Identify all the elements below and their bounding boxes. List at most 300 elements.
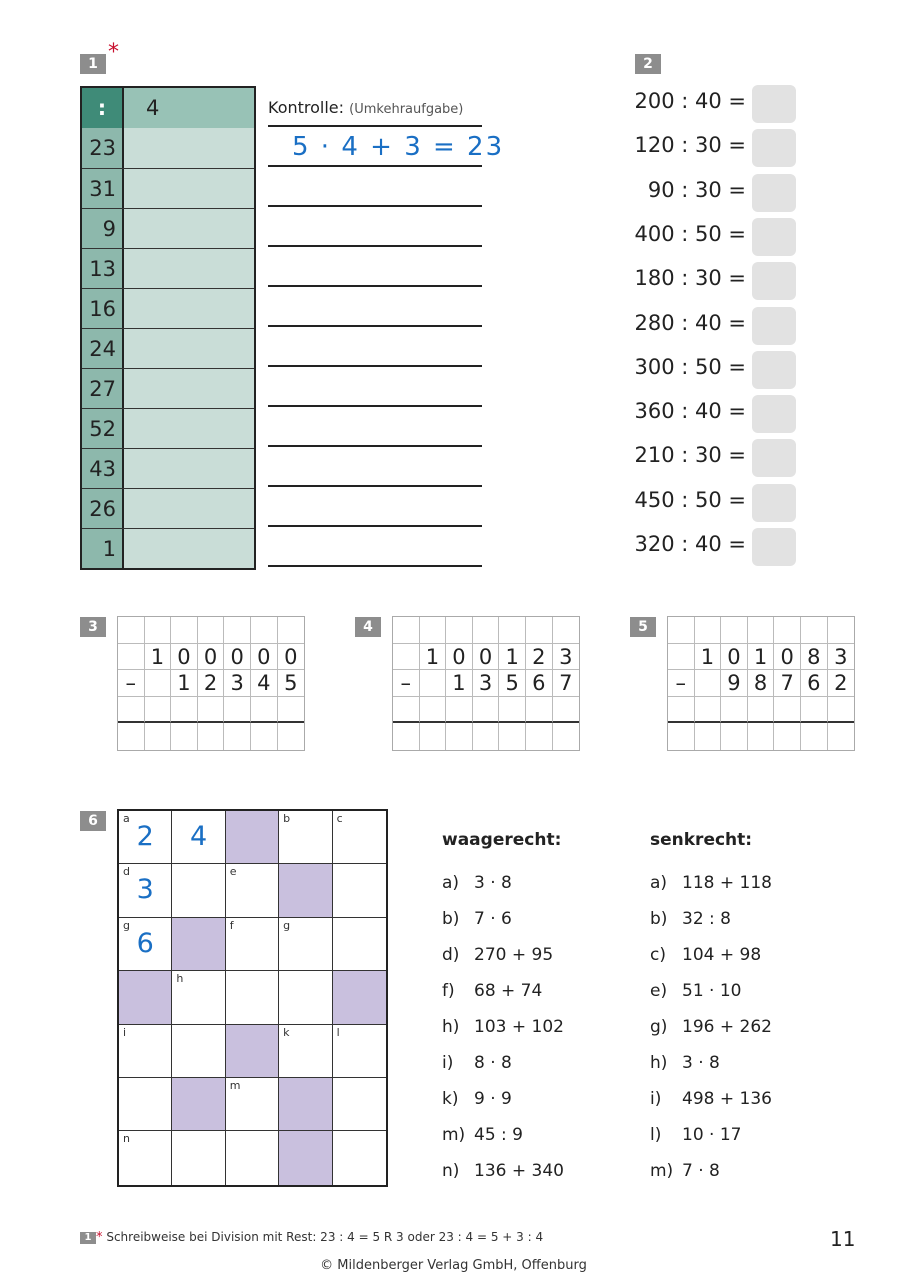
division-exercise — [620, 262, 820, 300]
grid-cell[interactable] — [251, 697, 278, 724]
waagerecht-clue — [442, 1053, 512, 1073]
clue-key: h) — [650, 1053, 668, 1073]
clue-key: c) — [650, 945, 666, 965]
grid-cell[interactable] — [224, 617, 251, 644]
grid-cell[interactable] — [473, 617, 500, 644]
clue-label: d — [123, 865, 130, 879]
answer-box[interactable] — [752, 395, 796, 433]
division-table-header — [82, 88, 254, 128]
dividend: 27 — [82, 369, 124, 408]
answer-field[interactable] — [124, 449, 254, 488]
example-check-equation: 5 · 4 + 3 = 23 — [292, 132, 505, 162]
division-exercise — [620, 85, 820, 123]
division-row — [82, 528, 254, 568]
exercise-expression: 360 : 40 = — [634, 399, 746, 424]
senkrecht-clue — [650, 1161, 720, 1181]
clue-label: g — [283, 918, 291, 932]
division-exercise — [620, 395, 820, 433]
subtrahend-digit: 5 — [499, 670, 526, 697]
division-exercise — [620, 174, 820, 212]
answer-line[interactable] — [268, 285, 482, 287]
subtrahend-digit: 3 — [473, 670, 500, 697]
exercise-expression: 120 : 30 = — [634, 133, 746, 158]
grid-cell[interactable] — [828, 723, 855, 750]
clue-label: i — [123, 1025, 127, 1039]
clue-expression: 9 · 9 — [474, 1089, 512, 1109]
dividend: 52 — [82, 409, 124, 448]
senkrecht-heading: senkrecht: — [650, 830, 753, 850]
answer-line[interactable] — [268, 165, 482, 167]
crossword-cell[interactable] — [172, 1131, 225, 1184]
grid-cell[interactable] — [774, 617, 801, 644]
division-exercise — [620, 484, 820, 522]
answer-box[interactable] — [752, 351, 796, 389]
grid-cell[interactable] — [171, 723, 198, 750]
waagerecht-clue — [442, 945, 553, 965]
division-table — [80, 86, 256, 570]
answer-field[interactable] — [124, 329, 254, 368]
minuend-digit: 0 — [774, 644, 801, 671]
clue-key: l) — [650, 1125, 662, 1145]
crossword-blocked-cell — [333, 971, 386, 1024]
division-row — [82, 128, 254, 168]
subtrahend-digit — [145, 670, 172, 697]
grid-cell[interactable] — [224, 697, 251, 724]
clue-key: a) — [650, 873, 668, 893]
clue-label: k — [283, 1025, 290, 1039]
dividend: 31 — [82, 169, 124, 208]
grid-cell[interactable] — [171, 617, 198, 644]
crossword-cell[interactable] — [279, 918, 332, 971]
grid-cell[interactable] — [473, 697, 500, 724]
crossword-blocked-cell — [172, 918, 225, 971]
answer-box[interactable] — [752, 85, 796, 123]
crossword-cell[interactable] — [279, 1025, 332, 1078]
grid-cell[interactable] — [420, 697, 447, 724]
grid-cell[interactable] — [695, 697, 722, 724]
grid-cell[interactable] — [393, 697, 420, 724]
crossword-blocked-cell — [279, 864, 332, 917]
clue-expression: 270 + 95 — [474, 945, 554, 965]
grid-cell[interactable] — [721, 617, 748, 644]
clue-label: g — [123, 918, 130, 932]
clue-expression: 7 · 8 — [682, 1161, 720, 1181]
clue-expression: 7 · 6 — [474, 909, 512, 929]
exercise-expression: 300 : 50 = — [634, 354, 746, 379]
minuend-digit: 0 — [198, 644, 225, 671]
division-exercise — [620, 129, 820, 167]
clue-expression: 32 : 8 — [682, 909, 731, 929]
clue-expression: 10 · 17 — [682, 1125, 742, 1145]
grid-cell[interactable] — [526, 617, 553, 644]
grid-cell[interactable] — [251, 723, 278, 750]
subtrahend-digit: – — [393, 670, 420, 697]
answer-box[interactable] — [752, 439, 796, 477]
answer-line[interactable] — [268, 445, 482, 447]
exercise-expression: 450 : 50 = — [634, 487, 746, 512]
exercise-expression: 400 : 50 = — [634, 221, 746, 246]
clue-label: l — [336, 1025, 340, 1039]
division-row — [82, 208, 254, 248]
senkrecht-clue — [650, 909, 731, 929]
clue-key: b) — [442, 909, 460, 929]
grid-cell[interactable] — [171, 697, 198, 724]
dividend: 1 — [82, 529, 124, 568]
grid-cell[interactable] — [198, 723, 225, 750]
answer-field[interactable] — [124, 369, 254, 408]
crossword-cell[interactable] — [119, 864, 172, 917]
clue-key: e) — [650, 981, 668, 1001]
grid-cell[interactable] — [526, 723, 553, 750]
task-4-badge: 4 — [355, 617, 381, 637]
answer-line[interactable] — [268, 365, 482, 367]
subtrahend-digit: 2 — [198, 670, 225, 697]
clue-expression: 196 + 262 — [682, 1017, 772, 1037]
clue-label: n — [123, 1132, 130, 1146]
senkrecht-clue — [650, 981, 741, 1001]
footnote-star: * — [108, 40, 119, 65]
grid-cell[interactable] — [748, 723, 775, 750]
subtrahend-digit — [420, 670, 447, 697]
copyright: © Mildenberger Verlag GmbH, Offenburg — [320, 1258, 587, 1273]
grid-cell[interactable] — [499, 617, 526, 644]
clue-label: b — [283, 812, 291, 825]
grid-cell[interactable] — [118, 723, 145, 750]
crossword-cell[interactable] — [119, 1078, 172, 1131]
subtrahend-digit: 6 — [526, 670, 553, 697]
grid-cell[interactable] — [695, 723, 722, 750]
division-row — [82, 488, 254, 528]
subtraction-grid-5 — [667, 616, 855, 751]
dividend: 26 — [82, 489, 124, 528]
senkrecht-clue — [650, 1017, 772, 1037]
dividend: 24 — [82, 329, 124, 368]
division-exercise — [620, 439, 820, 477]
grid-cell[interactable] — [801, 697, 828, 724]
waagerecht-clue — [442, 1125, 523, 1145]
grid-cell[interactable] — [251, 617, 278, 644]
waagerecht-clue — [442, 1161, 564, 1181]
task-1-badge: 1 — [80, 54, 106, 74]
crossword-cell[interactable] — [226, 864, 279, 917]
footnote-badge: 1 — [80, 1232, 96, 1244]
subtrahend-digit: 1 — [171, 670, 198, 697]
grid-cell[interactable] — [224, 723, 251, 750]
crossword-blocked-cell — [226, 811, 279, 864]
grid-cell[interactable] — [393, 617, 420, 644]
grid-cell[interactable] — [420, 723, 447, 750]
answer-line[interactable] — [268, 485, 482, 487]
grid-cell[interactable] — [446, 617, 473, 644]
answer-line[interactable] — [268, 125, 482, 127]
grid-cell[interactable] — [828, 617, 855, 644]
answer-field[interactable] — [124, 529, 254, 568]
division-row — [82, 168, 254, 208]
clue-expression: 104 + 98 — [682, 945, 762, 965]
clue-key: n) — [442, 1161, 460, 1181]
grid-cell[interactable] — [748, 697, 775, 724]
answer-box[interactable] — [752, 174, 796, 212]
grid-cell[interactable] — [278, 697, 305, 724]
grid-cell[interactable] — [721, 723, 748, 750]
crossword-cell[interactable] — [333, 1131, 386, 1184]
grid-cell[interactable] — [145, 723, 172, 750]
footnote-text: Schreibweise bei Division mit Rest: 23 : 4 = 5 R 3 oder 23 : 4 = 5 + 3 : 4 — [106, 1230, 544, 1244]
grid-cell[interactable] — [553, 723, 580, 750]
crossword-blocked-cell — [279, 1131, 332, 1184]
grid-cell[interactable] — [748, 617, 775, 644]
crossword-cell[interactable] — [119, 1131, 172, 1184]
clue-key: i) — [650, 1089, 662, 1109]
grid-cell[interactable] — [721, 697, 748, 724]
exercise-expression: 90 : 30 = — [647, 177, 746, 202]
minuend-digit — [118, 644, 145, 671]
exercise-expression: 280 : 40 = — [634, 310, 746, 335]
subtrahend-digit: 8 — [748, 670, 775, 697]
crossword-cell[interactable] — [279, 971, 332, 1024]
clue-key: f) — [442, 981, 455, 1001]
crossword-cell[interactable] — [172, 864, 225, 917]
crossword-blocked-cell — [119, 971, 172, 1024]
minuend-digit: 3 — [553, 644, 580, 671]
answer-field[interactable] — [124, 249, 254, 288]
answer-field[interactable] — [124, 209, 254, 248]
subtrahend-digit: 2 — [828, 670, 855, 697]
clue-expression: 3 · 8 — [474, 873, 512, 893]
minuend-digit: 0 — [721, 644, 748, 671]
subtrahend-digit: – — [118, 670, 145, 697]
answer-field[interactable] — [124, 289, 254, 328]
answer-box[interactable] — [752, 129, 796, 167]
clue-label: h — [176, 972, 184, 986]
grid-cell[interactable] — [695, 617, 722, 644]
answer-field[interactable] — [124, 409, 254, 448]
task-5-badge: 5 — [630, 617, 656, 637]
subtraction-grid-3 — [117, 616, 305, 751]
kontrolle-subtitle: (Umkehraufgabe) — [349, 102, 464, 117]
crossword-cell[interactable] — [226, 971, 279, 1024]
waagerecht-clue — [442, 1089, 512, 1109]
division-row — [82, 248, 254, 288]
subtrahend-digit: 5 — [278, 670, 305, 697]
division-operator: : — [82, 88, 124, 128]
answer-line[interactable] — [268, 565, 482, 567]
division-row — [82, 288, 254, 328]
dividend: 13 — [82, 249, 124, 288]
subtrahend-digit: 7 — [553, 670, 580, 697]
grid-cell[interactable] — [278, 723, 305, 750]
grid-cell[interactable] — [393, 723, 420, 750]
grid-cell[interactable] — [118, 617, 145, 644]
crossword-cell[interactable] — [333, 1025, 386, 1078]
crossword-digit: 2 — [136, 821, 154, 852]
subtrahend-digit: – — [668, 670, 695, 697]
footnote-star-mark: * — [96, 1230, 103, 1245]
minuend-digit: 0 — [446, 644, 473, 671]
waagerecht-clue — [442, 1017, 564, 1037]
waagerecht-clue — [442, 873, 512, 893]
grid-cell[interactable] — [774, 723, 801, 750]
dividend: 23 — [82, 128, 124, 168]
minuend-digit: 0 — [251, 644, 278, 671]
crossword-digit: 6 — [136, 927, 154, 959]
senkrecht-clue — [650, 1125, 741, 1145]
crossword-cell[interactable] — [333, 918, 386, 971]
division-exercise — [620, 218, 820, 256]
crossword-cell[interactable] — [119, 1025, 172, 1078]
clue-label: m — [229, 1078, 241, 1092]
crossword-cell[interactable] — [226, 1131, 279, 1184]
crossword-cell[interactable] — [119, 918, 172, 971]
clue-expression: 103 + 102 — [474, 1017, 564, 1037]
grid-cell[interactable] — [446, 723, 473, 750]
grid-cell[interactable] — [828, 697, 855, 724]
clue-key: m) — [650, 1161, 674, 1181]
answer-box[interactable] — [752, 528, 796, 566]
senkrecht-clue — [650, 1053, 720, 1073]
crossword-cell[interactable] — [119, 811, 172, 864]
grid-cell[interactable] — [145, 617, 172, 644]
answer-line[interactable] — [268, 325, 482, 327]
crossword-blocked-cell — [226, 1025, 279, 1078]
answer-line[interactable] — [268, 205, 482, 207]
clue-key: d) — [442, 945, 460, 965]
dividend: 43 — [82, 449, 124, 488]
waagerecht-clue — [442, 909, 512, 929]
crossword-cell[interactable] — [172, 811, 225, 864]
grid-cell[interactable] — [553, 697, 580, 724]
clue-expression: 8 · 8 — [474, 1053, 512, 1073]
answer-line[interactable] — [268, 245, 482, 247]
crossword-cell[interactable] — [279, 811, 332, 864]
answer-field[interactable] — [124, 169, 254, 208]
minuend-digit: 0 — [278, 644, 305, 671]
crossword-blocked-cell — [279, 1078, 332, 1131]
crossword-blocked-cell — [172, 1078, 225, 1131]
clue-expression: 51 · 10 — [682, 981, 742, 1001]
clue-key: h) — [442, 1017, 460, 1037]
answer-box[interactable] — [752, 218, 796, 256]
crossword-cell[interactable] — [226, 918, 279, 971]
clue-label: f — [229, 918, 234, 932]
grid-cell[interactable] — [801, 617, 828, 644]
subtrahend-digit: 4 — [251, 670, 278, 697]
answer-line[interactable] — [268, 525, 482, 527]
minuend-digit — [668, 644, 695, 671]
dividend: 16 — [82, 289, 124, 328]
minuend-digit: 0 — [473, 644, 500, 671]
grid-cell[interactable] — [668, 697, 695, 724]
divisor: 4 — [124, 88, 254, 128]
grid-cell[interactable] — [553, 617, 580, 644]
grid-cell[interactable] — [145, 697, 172, 724]
minuend-digit: 8 — [801, 644, 828, 671]
minuend-digit: 1 — [695, 644, 722, 671]
minuend-digit: 2 — [526, 644, 553, 671]
grid-cell[interactable] — [668, 617, 695, 644]
clue-label: a — [123, 812, 130, 825]
division-row — [82, 408, 254, 448]
grid-cell[interactable] — [801, 723, 828, 750]
division-row — [82, 448, 254, 488]
crossword-cell[interactable] — [333, 1078, 386, 1131]
answer-line[interactable] — [268, 405, 482, 407]
grid-cell[interactable] — [668, 723, 695, 750]
minuend-digit: 0 — [171, 644, 198, 671]
minuend-digit — [393, 644, 420, 671]
answer-box[interactable] — [752, 484, 796, 522]
task-3-badge: 3 — [80, 617, 106, 637]
crossword-cell[interactable] — [333, 811, 386, 864]
minuend-digit: 1 — [420, 644, 447, 671]
clue-key: g) — [650, 1017, 668, 1037]
grid-cell[interactable] — [499, 723, 526, 750]
division-exercise — [620, 528, 820, 566]
grid-cell[interactable] — [278, 617, 305, 644]
grid-cell[interactable] — [526, 697, 553, 724]
senkrecht-clue — [650, 945, 761, 965]
crossword-digit: 4 — [189, 821, 208, 852]
answer-box[interactable] — [752, 262, 796, 300]
grid-cell[interactable] — [118, 697, 145, 724]
minuend-digit: 1 — [748, 644, 775, 671]
crossword-cell[interactable] — [172, 971, 225, 1024]
clue-key: k) — [442, 1089, 459, 1109]
subtraction-grid-4 — [392, 616, 580, 751]
senkrecht-clue — [650, 1089, 772, 1109]
subtrahend-digit — [695, 670, 722, 697]
grid-cell[interactable] — [198, 697, 225, 724]
subtrahend-digit: 3 — [224, 670, 251, 697]
crossword-cell[interactable] — [333, 864, 386, 917]
task-6-badge: 6 — [80, 811, 106, 831]
clue-expression: 68 + 74 — [474, 981, 543, 1001]
kontrolle-label: Kontrolle: — [268, 98, 345, 117]
subtrahend-digit: 7 — [774, 670, 801, 697]
subtrahend-digit: 9 — [721, 670, 748, 697]
grid-cell[interactable] — [446, 697, 473, 724]
number-crossword — [117, 809, 388, 1187]
clue-expression: 45 : 9 — [474, 1125, 523, 1145]
crossword-digit: 3 — [136, 874, 154, 906]
waagerecht-clue — [442, 981, 542, 1001]
minuend-digit: 0 — [224, 644, 251, 671]
clue-key: m) — [442, 1125, 466, 1145]
clue-label: c — [336, 812, 343, 825]
grid-cell[interactable] — [473, 723, 500, 750]
answer-field[interactable] — [124, 128, 254, 168]
grid-cell[interactable] — [774, 697, 801, 724]
exercise-expression: 200 : 40 = — [634, 89, 746, 113]
grid-cell[interactable] — [499, 697, 526, 724]
senkrecht-clue — [650, 873, 772, 893]
grid-cell[interactable] — [198, 617, 225, 644]
minuend-digit: 1 — [145, 644, 172, 671]
exercise-expression: 210 : 30 = — [634, 443, 746, 468]
answer-box[interactable] — [752, 307, 796, 345]
crossword-cell[interactable] — [172, 1025, 225, 1078]
clue-key: b) — [650, 909, 668, 929]
clue-expression: 498 + 136 — [682, 1089, 772, 1109]
crossword-cell[interactable] — [226, 1078, 279, 1131]
footnote — [80, 1230, 543, 1245]
answer-field[interactable] — [124, 489, 254, 528]
division-row — [82, 368, 254, 408]
clue-expression: 136 + 340 — [474, 1161, 564, 1181]
grid-cell[interactable] — [420, 617, 447, 644]
exercise-expression: 320 : 40 = — [634, 532, 746, 556]
dividend: 9 — [82, 209, 124, 248]
